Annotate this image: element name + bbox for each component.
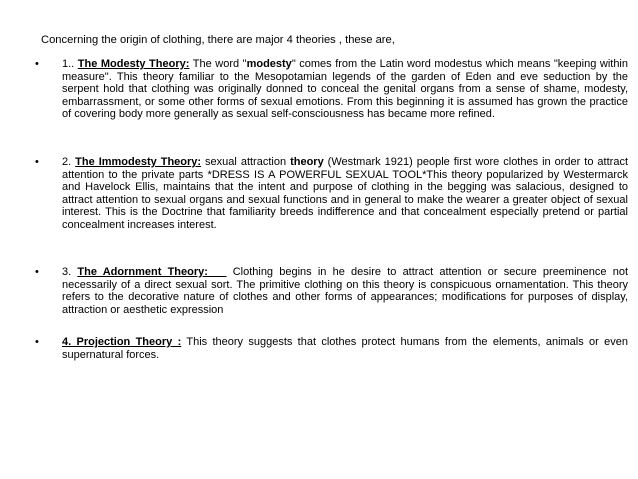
theory-number: 3. (62, 266, 78, 278)
theory-number: 1.. (62, 58, 78, 70)
theory-text: " comes from the Latin word modestus which means "keeping within measure". This theory familiar to the Mesopotamian legends of the garden of Eden and eve seduction by the serpent hold that clothing was originally donned to conceal the genital organs from a sense of shame, modesty, embarrassment, or some other forms of sexual emotions. From this beginning it is assumed has grown the practice of covering body more generally as sexual self-consciousness has became more refined. (62, 58, 628, 121)
theory-title: 4. Projection Theory : (62, 336, 182, 348)
theory-text: (Westmark 1921) people first wore clothes in order to attract attention to the private parts *DRESS IS A POWERFUL SEXUAL TOOL*This theory popularized by Westermarck and Havelock Ellis, maintains that the intent and purpose of clothing in the begging was salacious, designed to attract attention to sexual organs and sexual functions and in general to make the wearer a greater object of sexual interest. This is the Doctrine that familiarity breeds indifference and that concealment especially pretend or partial concealment increases interest. (62, 156, 628, 231)
bullet: • (35, 266, 39, 278)
bullet: • (35, 336, 39, 348)
theory-body (62, 336, 628, 361)
theory-number: 2. (62, 156, 76, 168)
theory-title: The Immodesty Theory: (75, 156, 202, 168)
bullet: • (35, 58, 39, 70)
theory-text: sexual attraction (201, 156, 291, 168)
theory-body (62, 266, 628, 316)
theory-text: The word " (189, 58, 247, 70)
theory-title: The Modesty Theory: (77, 58, 190, 70)
theory-keyword: modesty (246, 58, 292, 70)
theory-body (62, 156, 628, 232)
theory-keyword: theory (290, 156, 324, 168)
theory-text: This theory suggests that clothes protect humans from the elements, animals or even supernatural forces. (62, 336, 628, 361)
intro-text: Concerning the origin of clothing, there are major 4 theories , these are, (41, 34, 395, 46)
theory-body (62, 58, 628, 121)
bullet: • (35, 156, 39, 168)
theory-text: Clothing begins in he desire to attract attention or secure preeminence not necessarily of a direct sexual sort. The primitive clothing on this theory is conspicuous ornamentation. This theory refers to the decorative nature of clothes and other forms of appearances; modifications for purposes of display, attraction or aesthetic expression (62, 266, 628, 316)
theory-title: The Adornment Theory: (77, 266, 227, 278)
